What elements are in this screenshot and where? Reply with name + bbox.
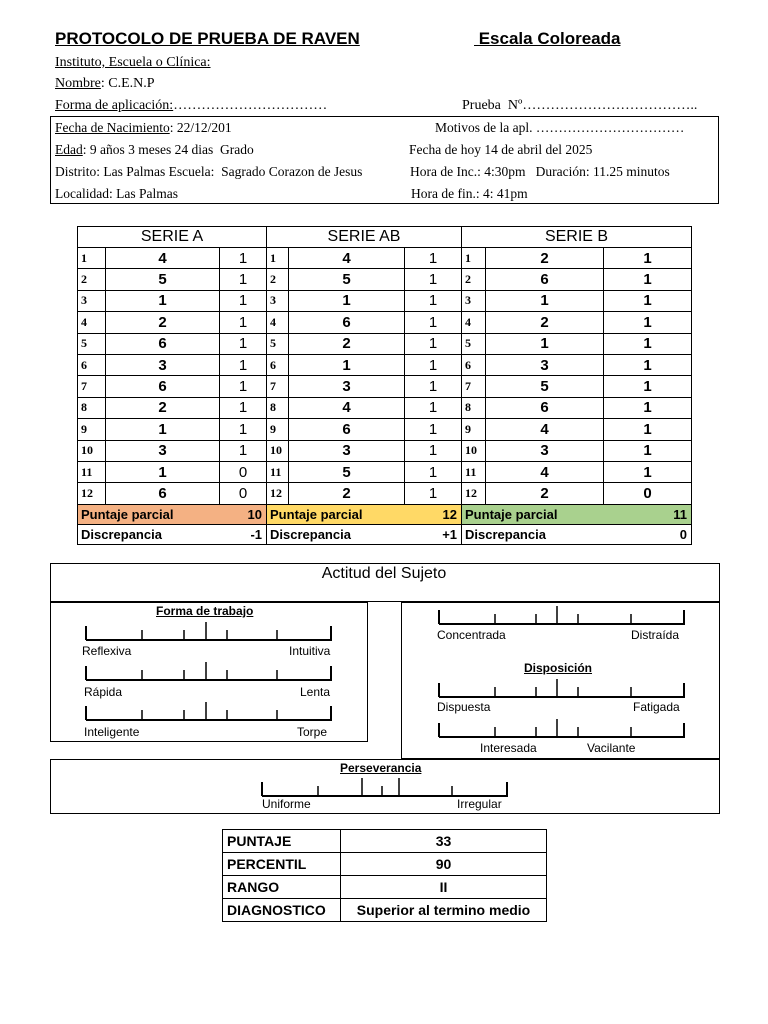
result-value-rango: II — [341, 876, 547, 899]
test-dots: ……………………………….. — [522, 98, 698, 113]
answer-a: 2 — [106, 312, 220, 333]
result-label-puntaje: PUNTAJE — [223, 830, 341, 853]
result-label-rango: RANGO — [223, 876, 341, 899]
serie-ab-header: SERIE AB — [267, 227, 462, 248]
discrepancy-value: +1 — [442, 526, 458, 542]
score-b: 1 — [604, 419, 692, 440]
item-number-a: 7 — [78, 376, 106, 397]
answer-a: 4 — [106, 248, 220, 269]
item-number-a: 8 — [78, 397, 106, 418]
series-row — [78, 354, 692, 375]
item-number-b: 4 — [462, 312, 486, 333]
score-a: 0 — [220, 461, 267, 482]
locality-line: Localidad: Las Palmas — [55, 186, 178, 201]
rapida-label: Rápida — [84, 685, 123, 699]
answer-ab: 1 — [289, 290, 405, 311]
today-date: Fecha de hoy 14 de abril del 2025 — [409, 142, 593, 157]
attitude-title: Actitud del Sujeto — [321, 565, 447, 582]
lenta-label: Lenta — [300, 685, 331, 699]
discrepancy-label: Discrepancia — [270, 526, 351, 542]
item-number-ab: 12 — [267, 483, 289, 504]
reflexiva-label: Reflexiva — [82, 644, 132, 658]
item-number-a: 10 — [78, 440, 106, 461]
score-b: 1 — [604, 312, 692, 333]
item-number-ab: 7 — [267, 376, 289, 397]
series-row — [78, 440, 692, 461]
intuitiva-label: Intuitiva — [289, 644, 331, 658]
item-number-b: 12 — [462, 483, 486, 504]
score-ab: 1 — [405, 419, 462, 440]
score-b: 1 — [604, 290, 692, 311]
score-a: 1 — [220, 312, 267, 333]
score-a: 1 — [220, 419, 267, 440]
item-number-b: 7 — [462, 376, 486, 397]
partial-score-label: Puntaje parcial — [465, 506, 558, 522]
inteligente-label: Inteligente — [84, 725, 140, 739]
result-value-diagnostico: Superior al termino medio — [341, 899, 547, 922]
score-b: 1 — [604, 397, 692, 418]
partial-score — [78, 504, 692, 524]
vacilante-label: Vacilante — [587, 741, 636, 755]
interesada-label: Interesada — [480, 741, 537, 755]
answer-b: 2 — [486, 483, 604, 504]
age-label: Edad — [55, 142, 83, 157]
item-number-b: 3 — [462, 290, 486, 311]
concentrada-label: Concentrada — [437, 628, 506, 642]
discrepancy-a — [78, 524, 267, 544]
result-row-diagnostico — [223, 899, 547, 922]
score-b: 1 — [604, 376, 692, 397]
score-b: 0 — [604, 483, 692, 504]
item-number-ab: 11 — [267, 461, 289, 482]
score-b: 1 — [604, 269, 692, 290]
item-number-b: 10 — [462, 440, 486, 461]
partial-score-label: Puntaje parcial — [270, 506, 363, 522]
serie-a-header: SERIE A — [78, 227, 267, 248]
series-row — [78, 312, 692, 333]
item-number-a: 2 — [78, 269, 106, 290]
answer-b: 3 — [486, 440, 604, 461]
answer-ab: 2 — [289, 333, 405, 354]
series-row — [78, 461, 692, 482]
score-a: 1 — [220, 440, 267, 461]
work-form-title: Forma de trabajo — [156, 604, 254, 618]
score-a: 1 — [220, 290, 267, 311]
answer-ab: 3 — [289, 376, 405, 397]
series-table — [77, 226, 692, 545]
item-number-ab: 9 — [267, 419, 289, 440]
series-row — [78, 269, 692, 290]
item-number-ab: 1 — [267, 248, 289, 269]
interesada-vacilante-scale — [437, 717, 687, 739]
answer-a: 6 — [106, 333, 220, 354]
result-row-percentil — [223, 853, 547, 876]
name-label: Nombre — [55, 76, 101, 91]
score-ab: 1 — [405, 397, 462, 418]
item-number-a: 4 — [78, 312, 106, 333]
item-number-ab: 6 — [267, 354, 289, 375]
district-line: Distrito: Las Palmas Escuela: Sagrado Corazon de Jesus — [55, 164, 363, 179]
concentrada-distraida-scale — [437, 604, 687, 626]
answer-b: 1 — [486, 333, 604, 354]
partial-score-b — [462, 504, 692, 524]
answer-ab: 6 — [289, 312, 405, 333]
answer-ab: 5 — [289, 269, 405, 290]
age-value: : 9 años 3 meses 24 dias Grado — [82, 142, 254, 157]
name-line — [55, 76, 155, 92]
partial-score-label: Puntaje parcial — [81, 506, 174, 522]
score-b: 1 — [604, 461, 692, 482]
uniforme-label: Uniforme — [262, 797, 311, 811]
answer-a: 6 — [106, 376, 220, 397]
series-row — [78, 419, 692, 440]
score-b: 1 — [604, 440, 692, 461]
name-value: : C.E.N.P — [100, 76, 155, 91]
answer-b: 3 — [486, 354, 604, 375]
item-number-b: 9 — [462, 419, 486, 440]
item-number-b: 11 — [462, 461, 486, 482]
item-number-ab: 8 — [267, 397, 289, 418]
inteligente-torpe-scale — [84, 700, 334, 722]
series-row — [78, 376, 692, 397]
answer-ab: 2 — [289, 483, 405, 504]
birth-value: : 22/12/201 — [169, 120, 232, 135]
answer-a: 6 — [106, 483, 220, 504]
institute-label: Instituto, Escuela o Clínica: — [55, 55, 211, 70]
test-number-line — [462, 98, 697, 114]
score-a: 1 — [220, 248, 267, 269]
answer-b: 5 — [486, 376, 604, 397]
score-ab: 1 — [405, 290, 462, 311]
birth-label: Fecha de Nacimiento — [55, 120, 170, 135]
birth-line — [55, 120, 232, 136]
item-number-b: 6 — [462, 354, 486, 375]
item-number-ab: 2 — [267, 269, 289, 290]
result-table — [222, 829, 547, 922]
dispuesta-fatigada-scale — [437, 677, 687, 699]
answer-ab: 1 — [289, 354, 405, 375]
application-form-label: Forma de aplicación: — [55, 98, 174, 113]
answer-a: 1 — [106, 461, 220, 482]
score-ab: 1 — [405, 354, 462, 375]
answer-a: 2 — [106, 397, 220, 418]
answer-b: 1 — [486, 290, 604, 311]
distraida-label: Distraída — [631, 628, 680, 642]
answer-ab: 5 — [289, 461, 405, 482]
score-b: 1 — [604, 333, 692, 354]
score-a: 0 — [220, 483, 267, 504]
torpe-label: Torpe — [297, 725, 328, 739]
discrepancy-label: Discrepancia — [81, 526, 162, 542]
fatigada-label: Fatigada — [633, 700, 680, 714]
score-ab: 1 — [405, 376, 462, 397]
answer-b: 2 — [486, 312, 604, 333]
item-number-a: 6 — [78, 354, 106, 375]
disposition-title: Disposición — [524, 661, 593, 675]
answer-a: 5 — [106, 269, 220, 290]
result-row-puntaje — [223, 830, 547, 853]
serie-b-header: SERIE B — [462, 227, 692, 248]
discrepancy-ab — [267, 524, 462, 544]
answer-a: 3 — [106, 440, 220, 461]
application-form-line — [55, 98, 327, 114]
score-b: 1 — [604, 354, 692, 375]
discrepancy-value: -1 — [250, 526, 263, 542]
answer-ab: 3 — [289, 440, 405, 461]
rapida-lenta-scale — [84, 660, 334, 682]
score-a: 1 — [220, 376, 267, 397]
item-number-b: 1 — [462, 248, 486, 269]
item-number-ab: 5 — [267, 333, 289, 354]
score-ab: 1 — [405, 312, 462, 333]
item-number-a: 12 — [78, 483, 106, 504]
reflexiva-intuitiva-scale — [84, 620, 334, 642]
application-form-dots: …………………………… — [173, 98, 328, 113]
series-row — [78, 333, 692, 354]
score-a: 1 — [220, 333, 267, 354]
partial-score-ab — [267, 504, 462, 524]
series-header-row — [78, 227, 692, 248]
item-number-ab: 3 — [267, 290, 289, 311]
document-title: PROTOCOLO DE PRUEBA DE RAVEN — [55, 29, 360, 48]
series-row — [78, 248, 692, 269]
test-label: Prueba Nº — [462, 98, 523, 113]
score-a: 1 — [220, 397, 267, 418]
scale-title: Escala Coloreada — [474, 29, 621, 48]
answer-b: 2 — [486, 248, 604, 269]
item-number-a: 9 — [78, 419, 106, 440]
item-number-ab: 4 — [267, 312, 289, 333]
reasons-line: Motivos de la apl. …………………………… — [435, 120, 685, 135]
item-number-b: 5 — [462, 333, 486, 354]
item-number-ab: 10 — [267, 440, 289, 461]
item-number-b: 2 — [462, 269, 486, 290]
score-ab: 1 — [405, 440, 462, 461]
partial-score-value: 11 — [673, 506, 688, 522]
partial-score-a — [78, 504, 267, 524]
item-number-a: 3 — [78, 290, 106, 311]
series-row — [78, 397, 692, 418]
irregular-label: Irregular — [457, 797, 502, 811]
start-time: Hora de Inc.: 4:30pm Duración: 11.25 minutos — [410, 164, 670, 179]
series-row — [78, 483, 692, 504]
answer-b: 4 — [486, 419, 604, 440]
discrepancy-label: Discrepancia — [465, 526, 546, 542]
score-ab: 1 — [405, 483, 462, 504]
uniforme-irregular-scale — [260, 776, 510, 798]
score-a: 1 — [220, 269, 267, 290]
item-number-b: 8 — [462, 397, 486, 418]
result-row-rango — [223, 876, 547, 899]
score-ab: 1 — [405, 333, 462, 354]
answer-ab: 4 — [289, 248, 405, 269]
score-b: 1 — [604, 248, 692, 269]
answer-ab: 6 — [289, 419, 405, 440]
answer-b: 6 — [486, 397, 604, 418]
result-label-diagnostico: DIAGNOSTICO — [223, 899, 341, 922]
result-value-percentil: 90 — [341, 853, 547, 876]
series-row — [78, 290, 692, 311]
item-number-a: 1 — [78, 248, 106, 269]
score-a: 1 — [220, 354, 267, 375]
result-label-percentil: PERCENTIL — [223, 853, 341, 876]
answer-ab: 4 — [289, 397, 405, 418]
partial-score-value: 10 — [247, 506, 263, 522]
answer-b: 4 — [486, 461, 604, 482]
perseverance-title: Perseverancia — [340, 761, 422, 775]
discrepancy-value: 0 — [679, 526, 688, 542]
discrepancy — [78, 524, 692, 544]
result-value-puntaje: 33 — [341, 830, 547, 853]
discrepancy-b — [462, 524, 692, 544]
item-number-a: 11 — [78, 461, 106, 482]
answer-a: 3 — [106, 354, 220, 375]
score-ab: 1 — [405, 269, 462, 290]
answer-b: 6 — [486, 269, 604, 290]
partial-score-value: 12 — [442, 506, 458, 522]
dispuesta-label: Dispuesta — [437, 700, 491, 714]
answer-a: 1 — [106, 419, 220, 440]
score-ab: 1 — [405, 461, 462, 482]
answer-a: 1 — [106, 290, 220, 311]
item-number-a: 5 — [78, 333, 106, 354]
score-ab: 1 — [405, 248, 462, 269]
age-line — [55, 142, 254, 158]
end-time: Hora de fin.: 4: 41pm — [411, 186, 528, 201]
